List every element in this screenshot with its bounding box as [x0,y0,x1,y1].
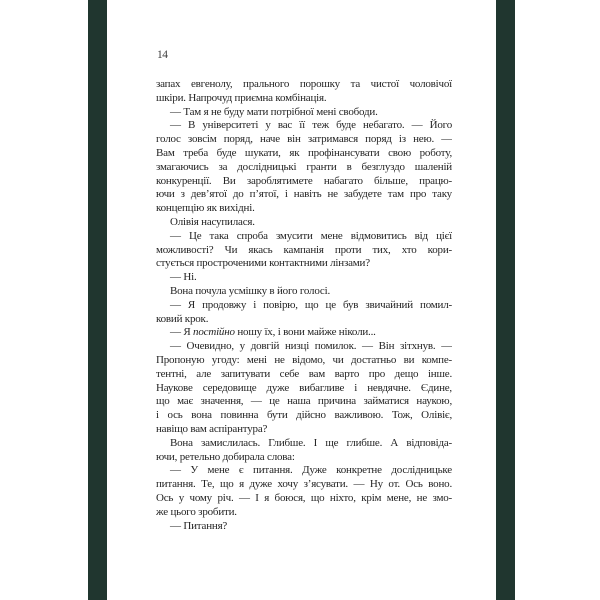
text-line: — Там я не буду мати потрібної мені свободи. [170,105,378,118]
text-line: — Очевидно, у довгій низці помилок. — Він зітхнув. — [170,340,452,353]
text-line: стується простроченими контактними лінзами? [156,257,370,270]
text-line: концепцію як вихідні. [156,202,255,215]
text-line: що має значення, — це наша причина займатися наукою, [156,395,452,408]
text-line: ючи, ретельно добирала слова: [156,450,295,463]
text-line: — Питання? [170,519,228,532]
text-line: Вона почула усмішку в його голосі. [170,284,330,297]
text-fragment: ношу їх, і вони майже ніколи... [234,326,376,339]
text-line: змагаючись за дослідницькі гранти в безглуздо шаленій [156,160,452,173]
page-number: 14 [157,49,168,61]
text-line: конкуренції. Ви зароблятимете набагато більше, працю- [156,174,452,187]
text-line: Ось у чому річ. — І я боюся, що ніхто, крім мене, не змо- [156,491,452,504]
book-cover-edge-right [496,0,515,600]
text-line: Олівія насупилася. [170,215,255,228]
emphasized-word: постійно [193,326,235,339]
text-line: — У мене є питання. Дуже конкретне дослідницьке [170,464,452,477]
text-line: ковий крок. [156,312,209,325]
text-fragment: — Я [170,326,194,339]
text-line: навіщо вам аспірантура? [156,422,268,435]
text-line: же цього зробити. [156,505,237,518]
text-line [156,326,452,340]
text-line: — В університеті у вас її теж буде небагато. — Його [170,119,452,132]
text-line: Вам треба буде шукати, як профінансувати свою роботу, [156,146,452,159]
text-line: і ось вона повинна бути дійсно важливою. Тож, Олівіє, [156,409,452,422]
page-text [156,78,452,533]
text-line: шкіри. Напрочуд приємна комбінація. [156,91,327,104]
text-line: тентні, але запитувати себе вам варто про дещо інше. [156,367,452,380]
text-line: голос зовсім поряд, наче він затримався поряд із нею. — [156,133,452,146]
text-line: — Я продовжу і повірю, що це був звичайний помил- [170,298,452,311]
text-line: Пропоную угоду: мені не відомо, чи достатньо ви компе- [156,353,452,366]
text-line: Вона замислилась. Глибше. І ще глибше. А відповіда- [170,436,452,449]
text-line: — Ні. [170,271,197,284]
text-line: ючи з дев’ятої до п’ятої, і навіть не забудете там про таку [156,188,452,201]
book-cover-edge-left [88,0,107,600]
text-line: Наукове середовище дуже вибагливе і невдячне. Єдине, [156,381,452,394]
text-line: можливості? Чи якась кампанія проти тих, хто кори- [156,243,452,256]
text-line: питання. Те, що я дуже хочу з’ясувати. — Ну от. Ось воно. [156,478,452,491]
text-line: — Це така спроба змусити мене відмовитись від цієї [170,229,452,242]
text-line: запах евгенолу, прального порошку та чистої чоловічої [156,78,452,90]
